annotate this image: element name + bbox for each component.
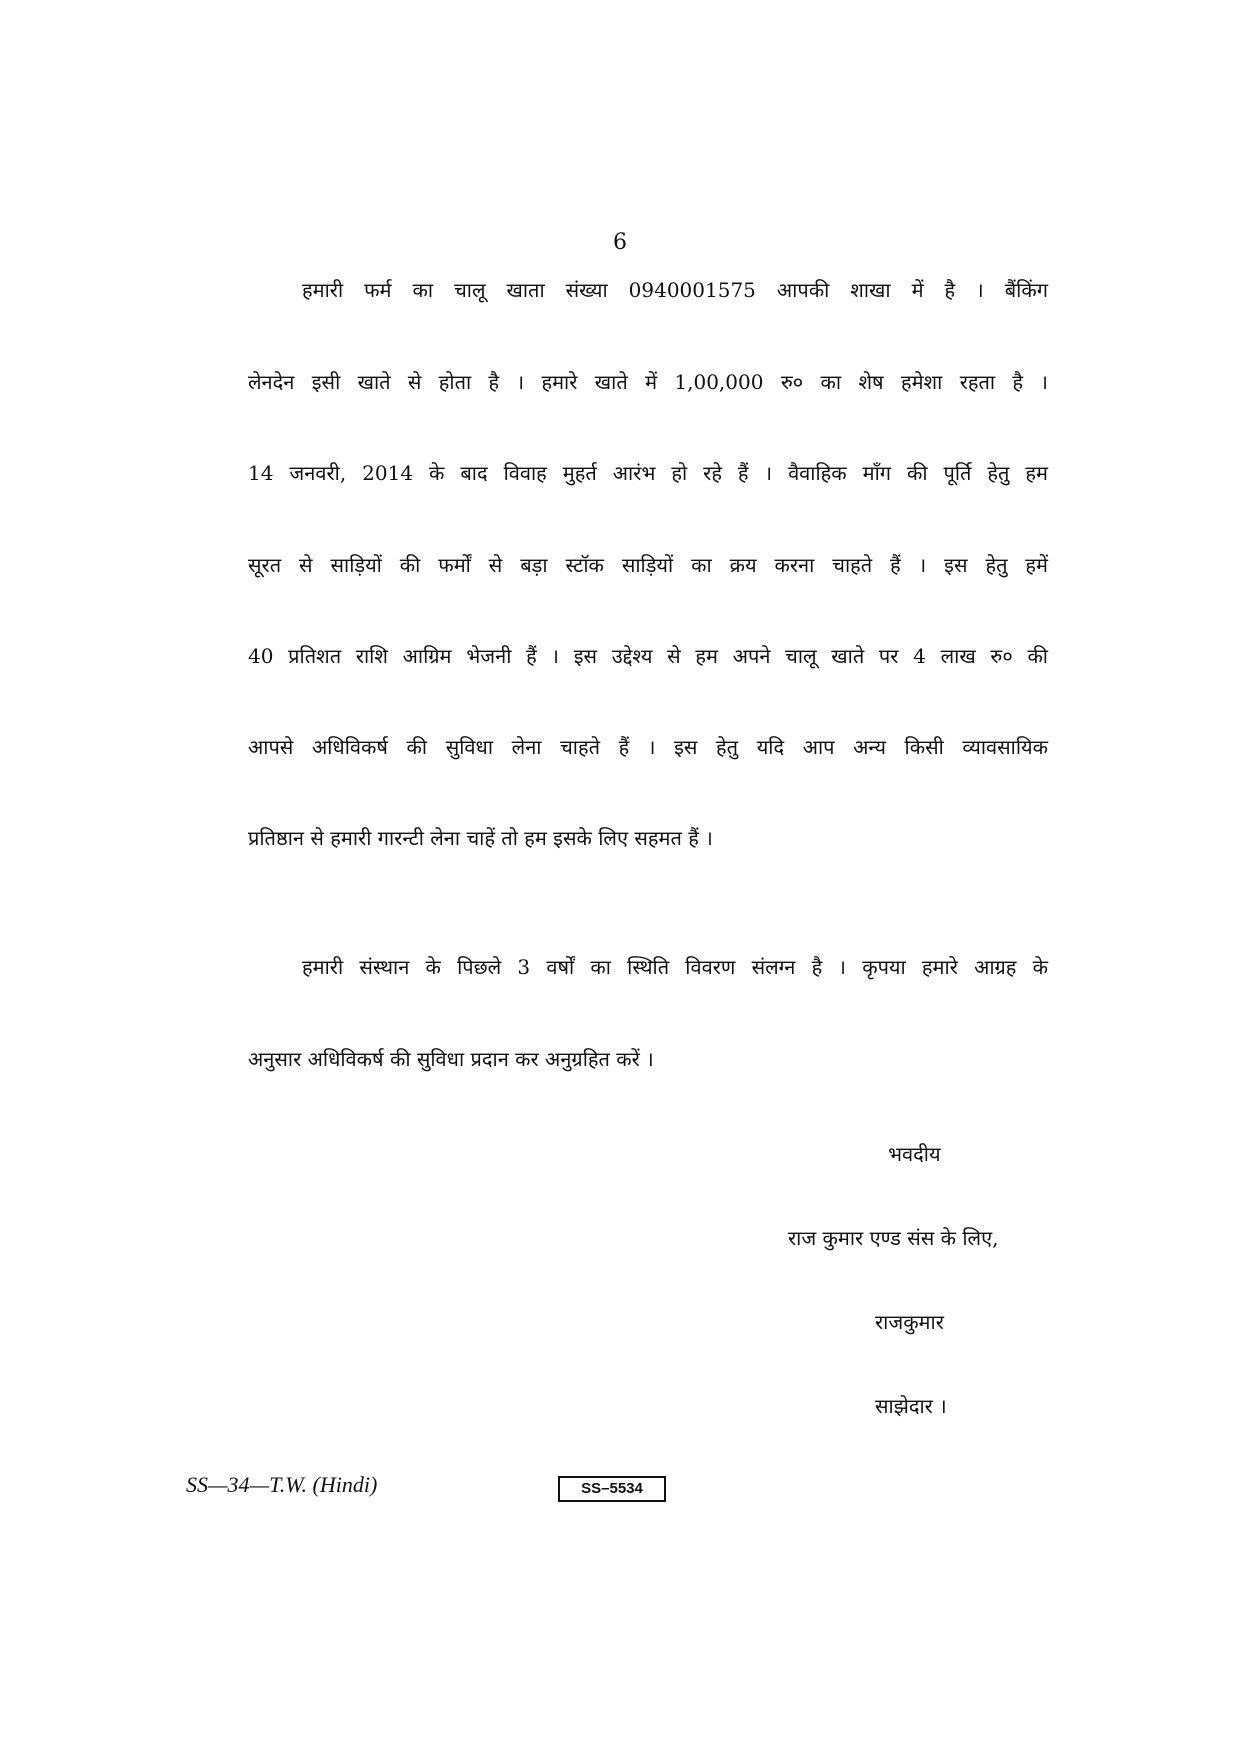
paragraph-1-line-1: हमारी फर्म का चालू खाता संख्या 0940001575 आपकी शाखा में है । बैंकिंग [302, 278, 1048, 302]
signatory-designation: साझेदार । [875, 1394, 947, 1418]
paragraph-1-line-3: 14 जनवरी, 2014 के बाद विवाह मुहर्त आरंभ हो रहे हैं । वैवाहिक माँग की पूर्ति हेतु हम [248, 461, 1048, 485]
signatory-name: राजकुमार [875, 1310, 944, 1334]
paragraph-1-line-7: प्रतिष्ठान से हमारी गारन्टी लेना चाहें तो हम इसके लिए सहमत हैं । [248, 826, 713, 850]
footer-paper-code: SS—34—T.W. (Hindi) [186, 1472, 378, 1497]
paragraph-1-line-2: लेनदेन इसी खाते से होता है । हमारे खाते में 1,00,000 रु० का शेष हमेशा रहता है । [248, 370, 1048, 394]
paragraph-1-line-5: 40 प्रतिशत राशि आग्रिम भेजनी हैं । इस उद्देश्य से हम अपने चालू खाते पर 4 लाख रु० की [248, 644, 1048, 668]
paragraph-2-line-1: हमारी संस्थान के पिछले 3 वर्षों का स्थिति विवरण संलग्न है । कृपया हमारे आग्रह के [302, 955, 1048, 979]
page-number: 6 [613, 230, 627, 255]
paragraph-2-line-2: अनुसार अधिविकर्ष की सुविधा प्रदान कर अनुग्रहित करें । [248, 1047, 654, 1071]
footer-series-box: SS–5534 [558, 1476, 666, 1502]
paragraph-1-line-4: सूरत से साड़ियों की फर्मों से बड़ा स्टॉक साड़ियों का क्रय करना चाहते हैं । इस हेतु हमें [248, 553, 1048, 577]
closing-salutation: भवदीय [888, 1142, 941, 1166]
closing-firm-name: राज कुमार एण्ड संस के लिए, [788, 1226, 999, 1250]
paragraph-1-line-6: आपसे अधिविकर्ष की सुविधा लेना चाहते हैं । इस हेतु यदि आप अन्य किसी व्यावसायिक [248, 735, 1048, 759]
